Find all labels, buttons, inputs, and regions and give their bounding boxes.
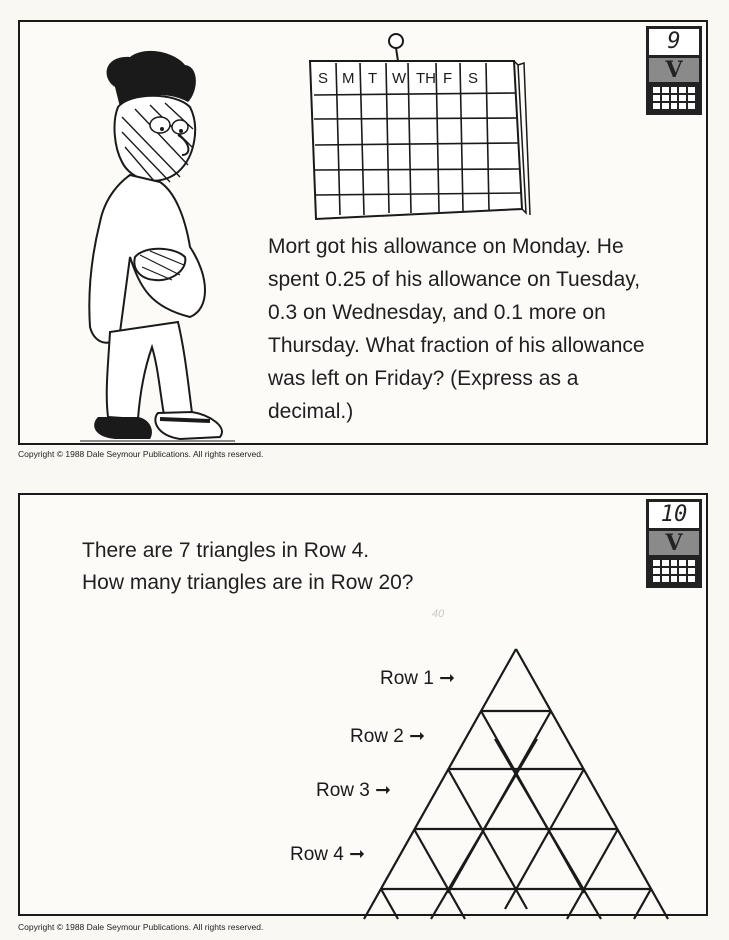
row-label-1: Row 1 ➞ <box>380 668 456 689</box>
level-indicator: V <box>649 58 699 82</box>
card-number: 10 <box>649 502 699 528</box>
problem-line-1: There are 7 triangles in Row 4. <box>82 539 370 562</box>
boy-illustration <box>60 47 250 447</box>
row-label-4: Row 4 ➞ <box>290 844 366 865</box>
problem-card-9 <box>18 20 708 445</box>
problem-line-2: How many triangles are in Row 20? <box>82 571 414 594</box>
level-indicator: V <box>649 531 699 555</box>
problem-card-10 <box>18 493 708 916</box>
problem-text <box>82 535 602 599</box>
arrow-right-icon: ➞ <box>349 844 366 865</box>
calendar-illustration <box>296 27 536 227</box>
problem-text: Mort got his allowance on Monday. He spent 0.25 of his allowance on Tuesday, 0.3 on Wednesday, and 0.1 more on Thursday. What fraction of his allowance was left on Friday? (Express as a decimal.) <box>268 235 645 423</box>
arrow-right-icon: ➞ <box>439 668 456 689</box>
copyright-text: Copyright © 1988 Dale Seymour Publications. All rights reserved. <box>18 922 264 932</box>
calendar-day-0: S <box>318 70 329 87</box>
calendar-day-4: TH <box>416 70 436 87</box>
calculator-icon <box>649 85 699 112</box>
copyright-text: Copyright © 1988 Dale Seymour Publications. All rights reserved. <box>18 449 264 459</box>
calendar-day-6: S <box>468 70 479 87</box>
card-badge <box>646 499 702 588</box>
row-label-2: Row 2 ➞ <box>350 726 426 747</box>
calendar-day-1: M <box>342 70 355 87</box>
calendar-day-2: T <box>368 70 378 87</box>
card-badge <box>646 26 702 115</box>
arrow-right-icon: ➞ <box>375 780 392 801</box>
calendar-day-5: F <box>443 70 453 87</box>
calendar-day-3: W <box>392 70 407 87</box>
arrow-right-icon: ➞ <box>409 726 426 747</box>
card-number: 9 <box>649 29 699 55</box>
row-label-3: Row 3 ➞ <box>316 780 392 801</box>
pencil-note: 40 <box>432 608 445 620</box>
calculator-icon <box>649 558 699 585</box>
